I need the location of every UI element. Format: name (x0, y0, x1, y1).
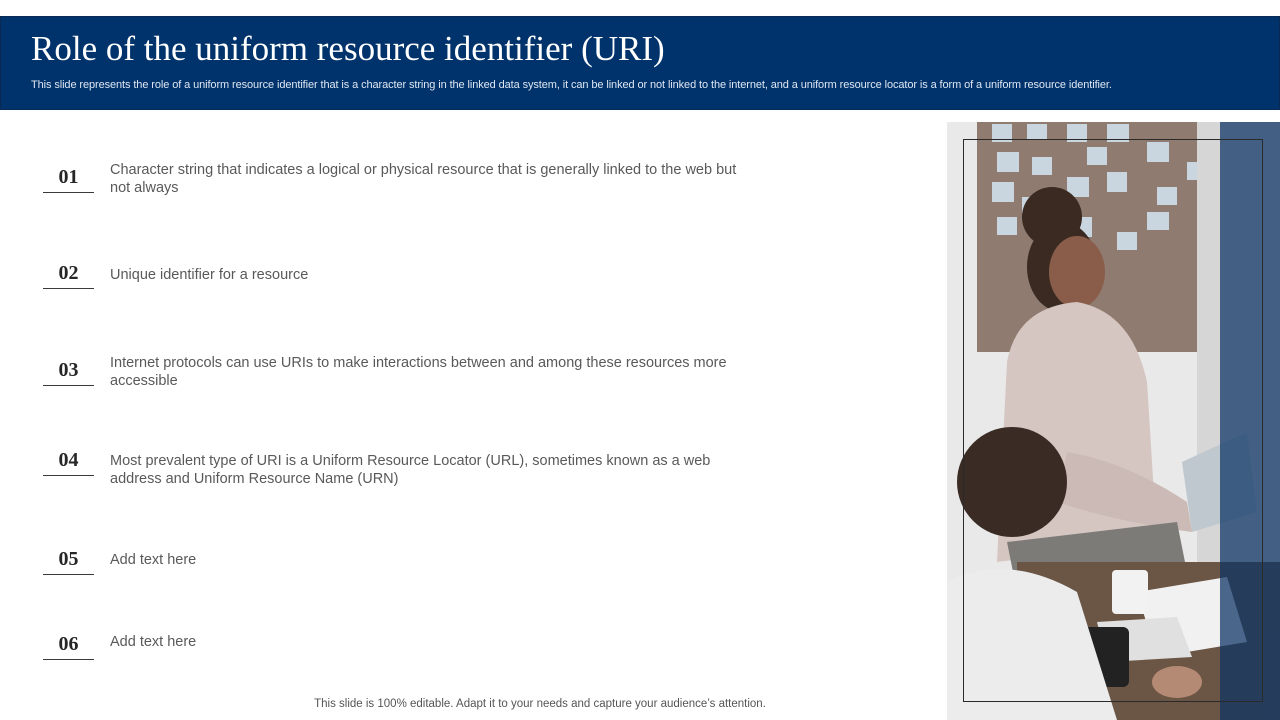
item-number: 01 (43, 164, 94, 193)
item-text: Add text here (110, 552, 197, 568)
item-text: Character string that indicates a logical or physical resource that is generally linked to the web but not always (110, 162, 737, 196)
slide-title: Role of the uniform resource identifier (URI) (31, 29, 665, 68)
item-number: 06 (43, 631, 94, 660)
item-text: Internet protocols can use URIs to make interactions between and among these resources more accessible (110, 355, 727, 389)
footer-note (0, 698, 1280, 710)
slide-subtitle: This slide represents the role of a uniform resource identifier that is a character string in the linked data system, it can be linked or not linked to the internet, and a uniform resource locator is a form of a uniform resource identifier. (31, 79, 1112, 91)
item-number: 05 (43, 546, 94, 575)
item-number: 03 (43, 357, 94, 386)
item-text: Unique identifier for a resource (110, 267, 309, 283)
photo-frame (963, 139, 1263, 702)
item-number: 04 (43, 447, 94, 476)
item-number: 02 (43, 260, 94, 289)
item-text: Most prevalent type of URI is a Uniform Resource Locator (URL), sometimes known as a web address and Uniform Resource Name (URN) (110, 453, 711, 487)
office-photo (947, 122, 1280, 720)
footer-text: This slide is 100% editable. Adapt it to your needs and capture your audience’s attention. (314, 698, 766, 710)
item-text: Add text here (110, 634, 197, 650)
